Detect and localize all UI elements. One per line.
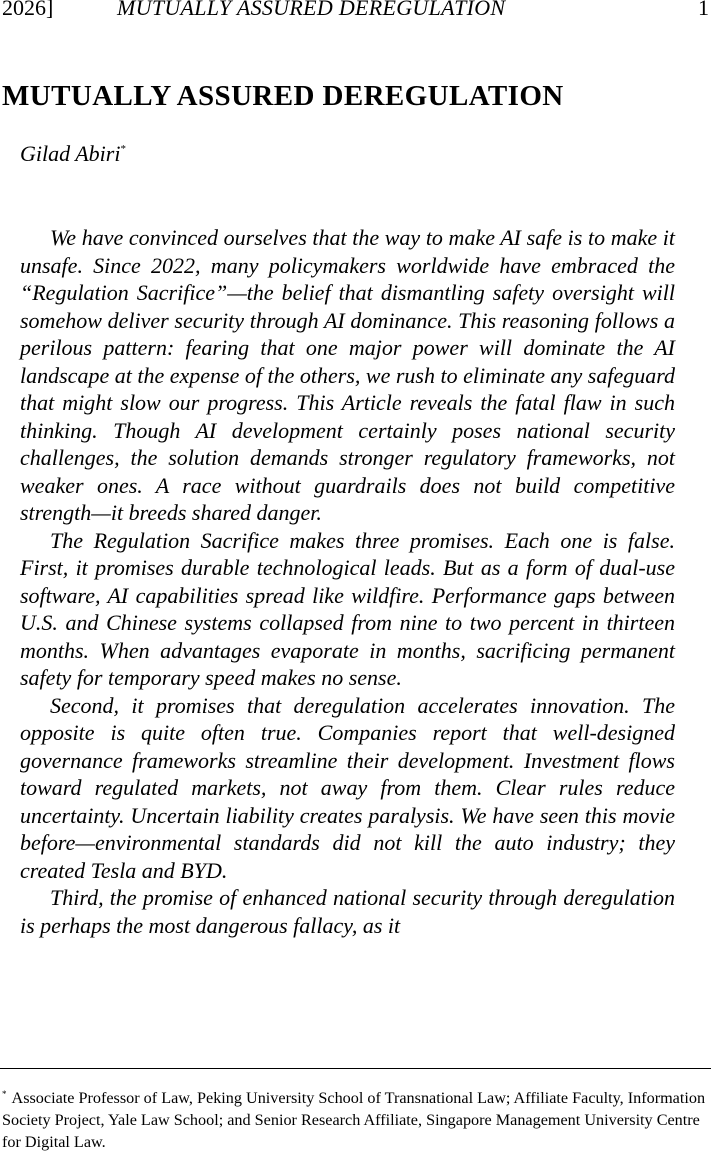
header-page-number: 1 xyxy=(698,0,709,20)
footnote-divider xyxy=(0,1068,711,1069)
author-name: Gilad Abiri xyxy=(20,141,121,166)
footnote xyxy=(2,1083,707,1153)
abstract-paragraph-3: Second, it promises that deregulation accelerates innovation. The opposite is quite often true. Companies report that well-designed governance frameworks streamline their development. Investment flows toward regulated markets, not away from them. Clear rules reduce uncertainty. Uncertain liability creates paralysis. We have seen this movie before—environmental standards did not kill the auto industry; they created Tesla and BYD. xyxy=(20,692,675,883)
header-year: 2026] xyxy=(2,0,54,20)
footnote-text: Associate Professor of Law, Peking University School of Transnational Law; Affiliate Faculty, Information Society Project, Yale Law School; and Senior Research Affiliate, Singapore Management University Centre for Digital Law. xyxy=(2,1089,706,1151)
article-title: MUTUALLY ASSURED DEREGULATION xyxy=(2,80,564,112)
abstract-paragraph-4: Third, the promise of enhanced national security through deregulation is perhaps the most dangerous fallacy, as it xyxy=(20,885,675,938)
author-footnote-mark[interactable]: * xyxy=(120,143,126,155)
running-header xyxy=(2,0,709,25)
author-line xyxy=(20,141,126,167)
footnote-mark: * xyxy=(2,1089,7,1099)
abstract-paragraph-1: We have convinced ourselves that the way to make AI safe is to make it unsafe. Since 2022, many policymakers worldwide have embraced the “Regulation Sacrifice”—the belief that dismantling safety oversight will somehow deliver security through AI dominance. This reasoning follows a perilous pattern: fearing that one major power will dominate the AI landscape at the expense of the others, we rush to eliminate any safeguard that might slow our progress. This Article reveals the fatal flaw in such thinking. Though AI development certainly poses national security challenges, the solution demands stronger regulatory frameworks, not weaker ones. A race without guardrails does not build competitive strength—it breeds shared danger. xyxy=(20,225,675,525)
abstract-body xyxy=(20,224,675,939)
abstract-paragraph-2: The Regulation Sacrifice makes three promises. Each one is false. First, it promises durable technological leads. But as a form of dual-use software, AI capabilities spread like wildfire. Performance gaps between U.S. and Chinese systems collapsed from nine to two percent in thirteen months. When advantages evaporate in months, sacrificing permanent safety for temporary speed makes no sense. xyxy=(20,527,675,690)
header-running-title: MUTUALLY ASSURED DEREGULATION xyxy=(117,0,506,20)
